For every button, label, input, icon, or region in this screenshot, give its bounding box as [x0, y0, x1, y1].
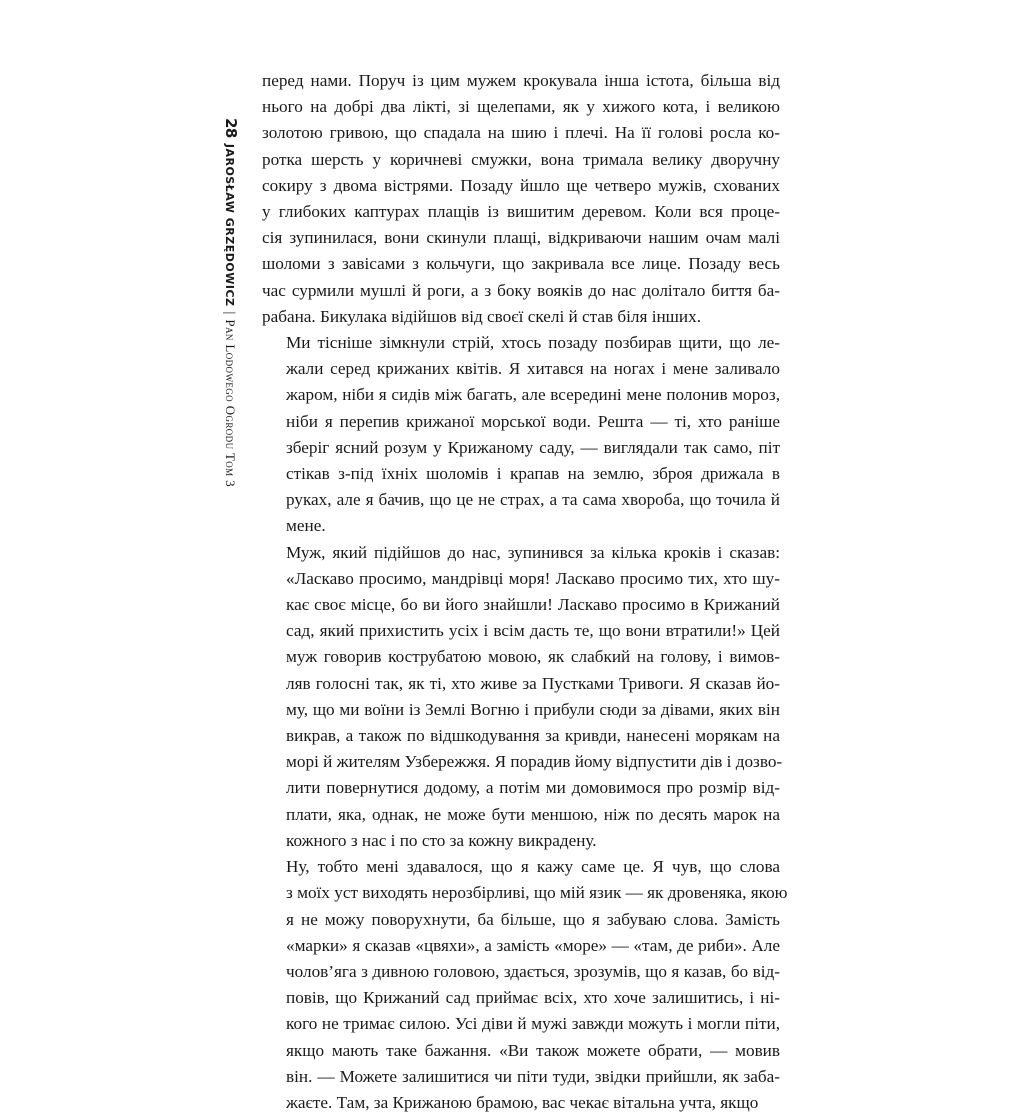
- text-line: кожного з нас і по сто за кожну викрадену.: [286, 830, 597, 850]
- text-line: чолов’яга з дивною головою, здається, зрозумів, що я казав, бо від-: [286, 961, 780, 981]
- paragraph: [262, 330, 780, 540]
- text-line: ротка шерсть у коричневі смужки, вона тримала велику дворучну: [262, 149, 780, 169]
- text-line: руках, але я бачив, що це не страх, а та сама хвороба, що точила й: [286, 490, 780, 510]
- text-line: стікав з-під їхніх шоломів і крапав на землю, зброя дрижала в: [286, 464, 780, 484]
- text-line: жаром, ніби я сидів між багать, але всередині мене полонив мороз,: [286, 385, 780, 405]
- text-line: кає своє місце, бо ви його знайшли! Ласкаво просимо в Крижаний: [286, 595, 780, 615]
- text-line: му, що ми воїни із Землі Вогню і прибули сюди за дівами, яких він: [286, 699, 780, 719]
- text-line: викрав, а також по відшкодування за кривди, нанесені морякам на: [286, 726, 780, 746]
- text-line: повів, що Крижаний сад приймає всіх, хто хоче залишитись, і ні-: [286, 988, 780, 1008]
- text-line: сокиру з двома вістрями. Позаду йшло ще четверо мужів, схованих: [262, 175, 780, 195]
- text-line: ніби я перепив крижаної морської води. Решта — ті, хто раніше: [286, 411, 780, 431]
- page-number: 28: [222, 118, 240, 138]
- text-line: муж говорив кострубатою мовою, як слабкий на голову, і вимов-: [286, 647, 780, 667]
- text-line: він. — Можете залишитися чи піти туди, звідки прийшли, як заба-: [286, 1066, 780, 1086]
- text-line: нього на добрі два лікті, зі щелепами, як у хижого кота, і великою: [262, 97, 780, 117]
- text-line: жаєте. Там, за Крижаною брамою, вас чекає вітальна учта, якщо: [286, 1092, 759, 1112]
- text-line: лити повернутися додому, а потім ми домовимося про розмір від-: [286, 778, 780, 798]
- text-line: жали серед крижаних квітів. Я хитався на ногах і мене заливало: [286, 359, 780, 379]
- text-line: Ми тісніше зімкнули стрій, хтось позаду позбирав щити, що ле-: [286, 333, 780, 353]
- paragraph: [262, 854, 788, 1116]
- body-text: [262, 68, 788, 1116]
- text-line: золотою гривою, що спадала на шию і плечі. На її голові росла ко-: [262, 123, 780, 143]
- text-line: морі й жителям Узбережжя. Я порадив йому відпустити дів і дозво-: [286, 752, 783, 772]
- text-line: я не можу поворухнути, ба більше, що я забуваю слова. Замість: [286, 909, 780, 929]
- text-line: Ну, тобто мені здавалося, що я кажу саме це. Я чув, що слова: [286, 857, 780, 877]
- text-line: Муж, який підійшов до нас, зупинився за кілька кроків і сказав:: [286, 542, 780, 562]
- text-line: шоломи з завісами з кольчуги, що закривала все лице. Позаду весь: [262, 254, 780, 274]
- book-title: Pan Lodowego Ogrodu Tom 3: [223, 319, 238, 488]
- text-line: плати, яка, однак, не може бути меншою, ніж по десять марок на: [286, 804, 780, 824]
- text-line: у глибоких каптурах плащів із вишитим деревом. Коли вся проце-: [262, 202, 780, 222]
- paragraph: [262, 540, 783, 854]
- text-line: «марки» я сказав «цвяхи», а замість «море» — «там, де риби». Але: [286, 935, 780, 955]
- text-line: з моїх уст виходять нерозбірливі, що мій язик — як дровеняка, якою: [286, 883, 788, 903]
- text-line: перед нами. Поруч із цим мужем крокувала інша істота, більша від: [262, 71, 780, 90]
- text-line: кого не тримає силою. Усі діви й мужі завжди можуть і могли піти,: [286, 1014, 780, 1034]
- text-line: якщо мають таке бажання. «Ви також можете обрати, — мовив: [286, 1040, 780, 1060]
- text-line: ляв голосні так, як ті, хто живе за Пустками Тривоги. Я сказав йо-: [286, 673, 780, 693]
- text-line: сія зупинилася, вони скинули плащі, відкриваючи нашим очам малі: [262, 228, 780, 248]
- text-line: мене.: [286, 516, 326, 536]
- text-line: зберіг ясний розум у Крижаному саду, — виглядали так само, піт: [286, 437, 780, 457]
- text-line: рабана. Бикулака відійшов від своєї скелі й став біля інших.: [262, 306, 702, 326]
- author-name: JAROSŁAW GRZĘDOWICZ: [223, 143, 236, 307]
- running-head: [218, 118, 240, 487]
- running-head-separator: |: [222, 311, 237, 315]
- text-line: «Ласкаво просимо, мандрівці моря! Ласкаво просимо тих, хто шу-: [286, 568, 780, 588]
- text-line: сад, який прихистить усіх і всім дасть те, що вони втратили!» Цей: [286, 621, 780, 641]
- text-line: час сурмили мушлі й роги, а з боку вояків до нас долітало биття ба-: [262, 280, 780, 300]
- paragraph: [262, 68, 780, 330]
